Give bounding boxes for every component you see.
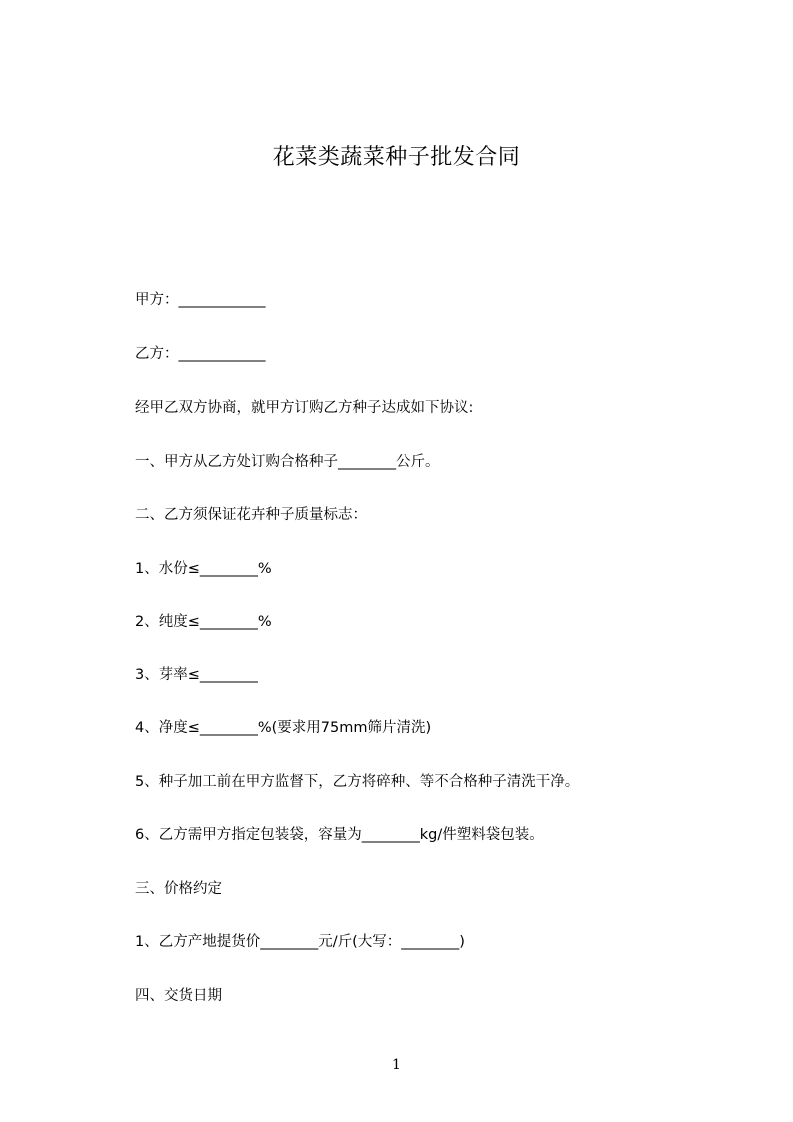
quality-packaging: 6、乙方需甲方指定包装袋，容量为________kg/件塑料袋包装。 bbox=[135, 827, 544, 843]
page-number: 1 bbox=[392, 1057, 401, 1073]
quality-purity: 2、纯度≤________% bbox=[135, 614, 272, 630]
clause-2-quality-heading: 二、乙方须保证花卉种子质量标志： bbox=[135, 507, 367, 523]
agreement-intro: 经甲乙双方协商，就甲方订购乙方种子达成如下协议: bbox=[135, 400, 474, 416]
clause-4-delivery-heading: 四、交货日期 bbox=[135, 988, 222, 1004]
quality-moisture: 1、水份≤________% bbox=[135, 561, 272, 577]
quality-cleaning-supervision: 5、种子加工前在甲方监督下，乙方将碎种、等不合格种子清洗干净。 bbox=[135, 774, 580, 790]
document-title: 花菜类蔬菜种子批发合同 bbox=[272, 145, 521, 170]
party-b-line: 乙方：____________ bbox=[135, 346, 266, 362]
quality-germination: 3、芽率≤________ bbox=[135, 667, 258, 683]
party-a-line: 甲方：____________ bbox=[135, 292, 266, 308]
quality-cleanliness: 4、净度≤________%(要求用75mm筛片清洗) bbox=[135, 720, 432, 736]
clause-1-order-quantity: 一、甲方从乙方处订购合格种子________公斤。 bbox=[135, 454, 440, 470]
clause-3-price-heading: 三、价格约定 bbox=[135, 881, 222, 897]
price-pickup: 1、乙方产地提货价________元/斤(大写：________) bbox=[135, 934, 465, 950]
